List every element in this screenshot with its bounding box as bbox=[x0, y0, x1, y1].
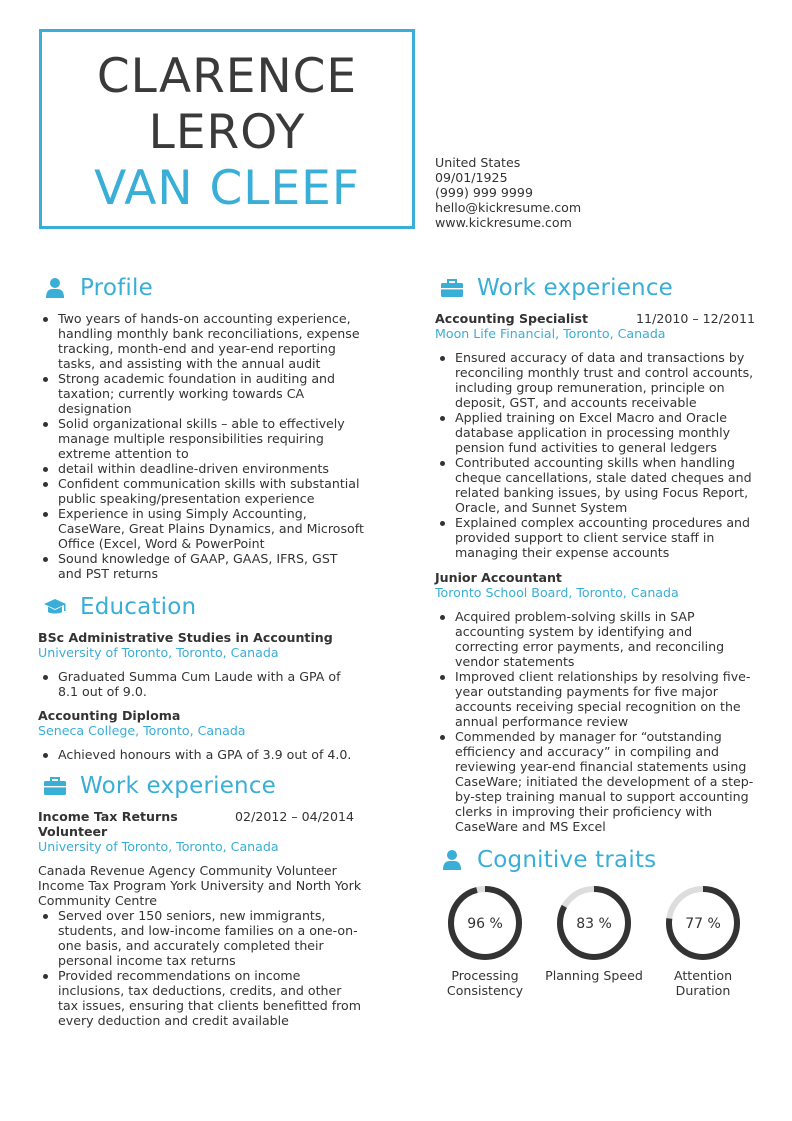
list-item: Provided recommendations on income inclusions, tax deductions, credits, and other tax issues, ensuring that clients benefitted from every deduction and credit available bbox=[58, 968, 364, 1028]
trait-gauge bbox=[446, 884, 524, 962]
profile-title: Profile bbox=[80, 274, 153, 301]
graduation-cap-icon bbox=[42, 595, 68, 619]
work-section-header bbox=[435, 270, 755, 306]
work-entry bbox=[38, 809, 364, 1028]
education-entry bbox=[38, 630, 364, 699]
contact-phone: (999) 999 9999 bbox=[435, 185, 533, 200]
trait-label-line: Processing bbox=[451, 968, 519, 983]
education-section-header bbox=[38, 589, 364, 625]
work-section-header bbox=[38, 768, 364, 804]
education-entry bbox=[38, 708, 364, 762]
left-column bbox=[38, 270, 364, 1028]
briefcase-icon bbox=[42, 774, 68, 798]
list-item: Experience in using Simply Accounting, CaseWare, Great Plains Dynamics, and Microsoft Office (Excel, Word & PowerPoint bbox=[58, 506, 364, 551]
work-entry-header bbox=[38, 809, 364, 839]
education-list bbox=[38, 747, 364, 762]
role-title bbox=[38, 809, 178, 839]
work-dates: 02/2012 – 04/2014 bbox=[235, 809, 354, 824]
trait-label bbox=[653, 968, 753, 998]
list-item: Acquired problem-solving skills in SAP accounting system by identifying and correcting error payments, and reconciling vendor statements bbox=[455, 609, 755, 669]
work-description: Canada Revenue Agency Community Volunteer Income Tax Program York University and North York Community Centre bbox=[38, 863, 362, 908]
list-item: Applied training on Excel Macro and Oracle database application in processing monthly pension fund activities to general ledgers bbox=[455, 410, 755, 455]
profile-list bbox=[38, 311, 364, 581]
list-item: Strong academic foundation in auditing and taxation; currently working towards CA designation bbox=[58, 371, 364, 416]
list-item: Sound knowledge of GAAP, GAAS, IFRS, GST and PST returns bbox=[58, 551, 364, 581]
list-item: Explained complex accounting procedures and provided support to client service staff in managing their expense accounts bbox=[455, 515, 755, 560]
person-icon bbox=[42, 276, 68, 300]
contact-email[interactable]: hello@kickresume.com bbox=[435, 200, 582, 215]
trait-gauge bbox=[555, 884, 633, 962]
education-title: Education bbox=[80, 593, 197, 620]
gauge-value: 96 % bbox=[467, 916, 503, 932]
traits-title: Cognitive traits bbox=[477, 846, 657, 873]
list-item: Served over 150 seniors, new immigrants, students, and low-income families on a one-on-one basis, and accurately completed their personal income tax returns bbox=[58, 908, 364, 968]
role-title: Junior Accountant bbox=[435, 570, 562, 585]
contact-info bbox=[435, 155, 581, 230]
work-entry bbox=[435, 311, 755, 560]
middle-name: LEROY bbox=[148, 105, 306, 160]
gauge-value: 77 % bbox=[685, 916, 721, 932]
list-item: Improved client relationships by resolving five-year outstanding payments for five major accounts receiving special recognition on the annual performance review bbox=[455, 669, 755, 729]
list-item: Confident communication skills with substantial public speaking/presentation experience bbox=[58, 476, 364, 506]
work-title: Work experience bbox=[80, 772, 277, 799]
trait-label bbox=[435, 968, 535, 998]
contact-website[interactable]: www.kickresume.com bbox=[435, 215, 572, 230]
list-item: Ensured accuracy of data and transactions by reconciling monthly trust and control accounts, including group remuneration, principle on deposit, GST, and accounts receivable bbox=[455, 350, 754, 410]
education-list bbox=[38, 669, 364, 699]
list-item: detail within deadline-driven environments bbox=[58, 461, 364, 476]
list-item: Commended by manager for “outstanding efficiency and accuracy” in compiling and reviewing year-end financial statements using CaseWare; initiated the development of a step-by-step training manual to support accounting clerks in improving their proficiency with CaseWare and MS Excel bbox=[455, 729, 754, 834]
briefcase-icon bbox=[439, 276, 465, 300]
organization: University of Toronto, Toronto, Canada bbox=[38, 839, 279, 854]
work-title: Work experience bbox=[477, 274, 674, 301]
trait-item bbox=[653, 884, 753, 998]
first-name: CLARENCE bbox=[96, 49, 358, 104]
work-entry-header bbox=[435, 311, 755, 326]
trait-item bbox=[544, 884, 644, 998]
profile-section-header bbox=[38, 270, 364, 306]
trait-gauge bbox=[664, 884, 742, 962]
list-item: Two years of hands-on accounting experience, handling monthly bank reconciliations, expense tracking, month-end and year-end reporting tasks, and assisting with the annual audit bbox=[58, 311, 364, 371]
trait-item bbox=[435, 884, 535, 998]
degree-title: Accounting Diploma bbox=[38, 708, 181, 723]
work-entry bbox=[435, 570, 755, 834]
institution: University of Toronto, Toronto, Canada bbox=[38, 645, 279, 660]
work-list bbox=[38, 908, 364, 1028]
name-box bbox=[39, 29, 415, 229]
organization: Moon Life Financial, Toronto, Canada bbox=[435, 326, 666, 341]
list-item: Solid organizational skills – able to effectively manage multiple responsibilities requiring extreme attention to bbox=[58, 416, 364, 461]
trait-label-line: Attention bbox=[673, 968, 733, 983]
contact-birthdate: 09/01/1925 bbox=[435, 170, 508, 185]
list-item: Graduated Summa Cum Laude with a GPA of 8.1 out of 9.0. bbox=[58, 669, 364, 699]
degree-title: BSc Administrative Studies in Accounting bbox=[38, 630, 333, 645]
work-dates: 11/2010 – 12/2011 bbox=[636, 311, 755, 326]
traits-section-header bbox=[435, 842, 755, 878]
institution: Seneca College, Toronto, Canada bbox=[38, 723, 246, 738]
gauge-value: 83 % bbox=[576, 916, 612, 932]
work-list bbox=[435, 609, 755, 834]
trait-label bbox=[544, 968, 644, 983]
role-line: Income Tax Returns bbox=[38, 809, 178, 824]
organization: Toronto School Board, Toronto, Canada bbox=[435, 585, 679, 600]
traits-row bbox=[435, 884, 753, 998]
right-column bbox=[435, 270, 755, 998]
trait-label-line: Consistency bbox=[446, 983, 524, 998]
list-item: Contributed accounting skills when handling cheque cancellations, stale dated cheques and related banking issues, by using Focus Report, Oracle, and Sunnet System bbox=[455, 455, 755, 515]
person-icon bbox=[439, 848, 465, 872]
trait-label-line: Planning Speed bbox=[545, 968, 643, 983]
last-name: VAN CLEEF bbox=[94, 161, 360, 216]
role-title: Accounting Specialist bbox=[435, 311, 589, 326]
role-line: Volunteer bbox=[38, 824, 108, 839]
list-item: Achieved honours with a GPA of 3.9 out of 4.0. bbox=[58, 747, 364, 762]
trait-label-line: Duration bbox=[675, 983, 731, 998]
work-list bbox=[435, 350, 755, 560]
contact-country: United States bbox=[435, 155, 521, 170]
